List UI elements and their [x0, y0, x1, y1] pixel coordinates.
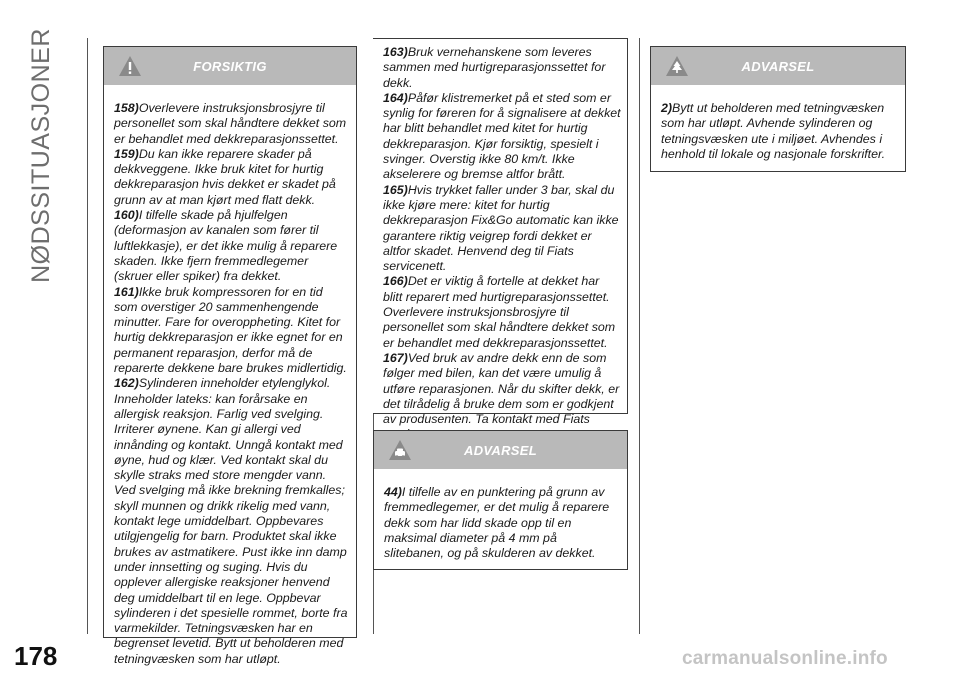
warning-box [373, 430, 628, 570]
entry-text: Bytt ut beholderen med tetningvæsken som har utløpt. Avhende sylinderen og tetningsvæsken ute i miljøet. Avhendes i henhold til lokale og nasjonale forskrifter. [661, 101, 886, 161]
caution-entry [383, 91, 621, 183]
section-title-text: NØDSSITUASJONER [26, 27, 55, 283]
environment-warning-header [651, 47, 905, 85]
caution-entry [114, 208, 348, 284]
caution-continued-content [373, 39, 627, 443]
warning-header-label: ADVARSEL [464, 442, 537, 458]
entry-number: 164) [383, 90, 408, 105]
entry-text: Overlevere instruksjonsbrosjyre til personellet som skal håndtere dekket som er behandlet med dekkreparasjonssettet. [114, 101, 347, 146]
caution-entry [383, 274, 621, 350]
caution-entry [383, 351, 621, 443]
caution-box [103, 46, 357, 666]
entry-number: 44) [384, 485, 402, 499]
entry-number: 162) [114, 376, 139, 391]
tree-icon [665, 54, 689, 78]
page-number: 178 [14, 641, 58, 671]
caution-entry [114, 101, 348, 147]
entry-number: 166) [383, 274, 408, 289]
entry-text: I tilfelle skade på hjulfelgen (deformasjon av kanalen som fører til luftlekkasje), er det ikke mulig å reparere skaden. Ikke fjern fremmedlegemer (skruer eller spiker) fra dekket. [114, 208, 338, 284]
environment-warning-header-label: ADVARSEL [741, 58, 815, 74]
warning-triangle-icon [118, 54, 142, 78]
entry-text: Påfør klistremerket på et sted som er synlig for føreren for å signalisere at dekket har blitt behandlet med kitet for hurtig dekkreparasjon. Kjør forsiktig, spesielt i svinger. Overstig ikke 80 km/t. Ikke akselerere og bremse altfor brått. [383, 90, 621, 182]
caution-entry [114, 376, 348, 667]
entry-number: 165) [383, 182, 408, 197]
entry-number: 2) [661, 101, 673, 115]
warning-header [374, 431, 627, 469]
environment-warning-content [651, 85, 905, 162]
entry-text: Bruk vernehanskene som leveres sammen med hurtigreparasjonssettet for dekk. [383, 45, 606, 90]
caution-continued-box [373, 38, 628, 427]
caution-entry [383, 183, 621, 275]
entry-text: Du kan ikke reparere skader på dekkveggene. Ikke bruk kitet for hurtig dekkreparasjon hvis dekket er skadet på grunn av at man kjørt med flatt dekk. [114, 146, 336, 207]
caution-header [104, 47, 356, 85]
entry-text: I tilfelle av en punktering på grunn av fremmedlegemer, er det mulig å reparere dekk som har lidd skade opp til en maksimal diameter på 4 mm på slitebanen, og på skulderen av dekket. [384, 485, 610, 561]
entry-number: 167) [383, 350, 408, 365]
warning-entry [384, 485, 617, 561]
environment-warning-box [650, 46, 906, 172]
column-divider [87, 38, 88, 634]
caution-content [104, 85, 356, 667]
entry-number: 161) [114, 284, 139, 299]
entry-number: 158) [114, 101, 139, 115]
car-warning-icon [388, 438, 412, 462]
caution-entry [114, 147, 348, 208]
column-divider [639, 38, 640, 634]
warning-entry [661, 101, 895, 162]
watermark: carmanualsonline.info [682, 648, 888, 669]
section-side-title [26, 27, 56, 283]
entry-text: Det er viktig å fortelle at dekket har blitt reparert med hurtigreparasjonssettet. Overlevere instruksjonsbrosjyre til personellet som skal håndtere dekket som er behandlet med dekkreparasjonssettet. [383, 274, 616, 350]
entry-number: 159) [114, 146, 139, 161]
entry-text: Ved bruk av andre dekk enn de som følger med bilen, kan det være umulig å utføre reparasjonen. Når du skifter dekk, er det tilrådelig å bruke dem som er godkjent av produsenten. Ta kontakt med Fiats [383, 350, 620, 427]
caution-header-label: FORSIKTIG [193, 58, 267, 74]
caution-entry [114, 285, 348, 377]
entry-number: 160) [114, 208, 139, 223]
entry-number: 163) [383, 45, 408, 59]
entry-text: Hvis trykket faller under 3 bar, skal du ikke kjøre mere: kitet for hurtig dekkreparasjon Fix&Go automatic kan ikke garantere riktig veigrep fordi dekket er altfor skadet. Henvend deg til Fiats servicenett. [383, 182, 619, 274]
entry-text: Ikke bruk kompressoren for en tid som overstiger 20 sammenhengende minutter. Fare for overoppheting. Kitet for hurtig dekkreparasjon er ikke egnet for en permanent reparasjon, derfor må de reparerte dekkene bare brukes midlertidig. [114, 284, 347, 376]
warning-content [374, 469, 627, 561]
caution-entry [383, 45, 621, 91]
entry-text: Sylinderen inneholder etylenglykol. Inneholder lateks: kan forårsake en allergisk reaksjon. Farlig ved svelging. Irriterer øynene. Kan gi allergi ved innånding og kontakt. Unngå kontakt med øyne, hud og klær. Ved kontakt skal du skylle straks med store mengder vann. Ved svelging må ikke brekning fremkalles; skyll munnen og drikk rikelig med vann, kontakt lege umiddelbart. Oppbevares utilgjengelig for barn. Produktet skal ikke brukes av astmatikere. Pust ikke inn damp under innsetting og suging. Hvis du opplever allergiske reaksjoner henvend deg umiddelbart til en lege. Oppbevar sylinderen i det spesielle rommet, borte fra varmekilder. Tetningsvæsken har en begrenset levetid. Bytt ut beholderen med tetningvæsken som har utløpt. [114, 376, 348, 666]
